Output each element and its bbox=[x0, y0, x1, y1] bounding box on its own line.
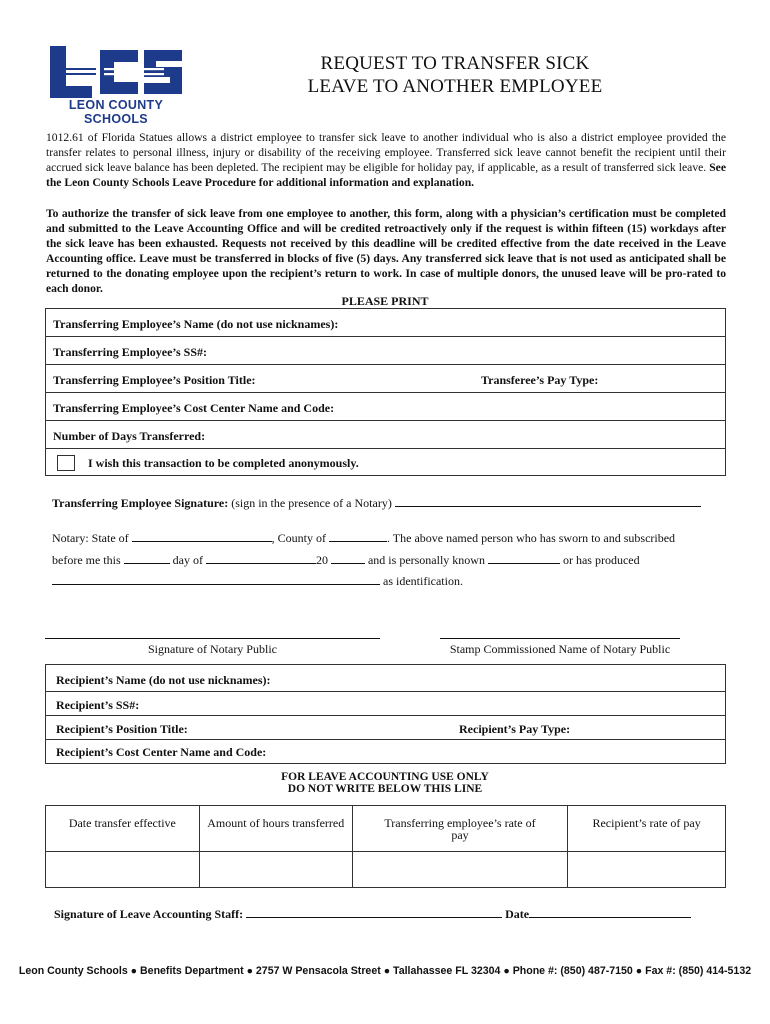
anonymous-label: I wish this transaction to be completed anonymously. bbox=[88, 456, 359, 470]
recipient-section bbox=[45, 664, 726, 764]
accounting-signature-line bbox=[54, 907, 691, 922]
notary-known-label: and is personally known bbox=[367, 553, 485, 567]
recipient-cost-center-field[interactable] bbox=[46, 740, 725, 763]
notary-before-label: before me this bbox=[52, 553, 121, 567]
transferring-employee-section bbox=[45, 308, 726, 476]
notary-year-label: 20 bbox=[315, 553, 328, 567]
transferee-pay-type-label: Transferee’s Pay Type: bbox=[481, 373, 599, 387]
accounting-signature-blank[interactable] bbox=[246, 907, 502, 918]
column-hours-transferred: Amount of hours transferred bbox=[199, 806, 352, 852]
recipient-position-row[interactable] bbox=[46, 716, 725, 740]
cell-transferring-rate[interactable] bbox=[352, 852, 567, 888]
accounting-signature-label: Signature of Leave Accounting Staff: bbox=[54, 907, 244, 921]
notary-produced-label: or has produced bbox=[562, 553, 640, 567]
notary-state-blank[interactable] bbox=[132, 531, 272, 542]
notary-line-2 bbox=[52, 553, 640, 568]
recipient-ss-field[interactable] bbox=[46, 692, 725, 716]
notary-signature-line[interactable] bbox=[45, 638, 380, 639]
intro-text: 1012.61 of Florida Statues allows a district employee to transfer sick leave to another individual who is also a district employee provided the transfer relates to personal illness, injury or disability of the receiving employee. Transferred sick leave cannot benefit the recipient until their accrued sick leave balance has been depleted. The recipient may be eligible for holiday pay, if applicable, as a result of transferred sick leave. bbox=[46, 131, 726, 174]
signature-label: Transferring Employee Signature: bbox=[52, 496, 229, 510]
accounting-heading-1: FOR LEAVE ACCOUNTING USE ONLY bbox=[281, 771, 489, 783]
notary-state-label: Notary: State of bbox=[52, 531, 129, 545]
logo-text: LEON COUNTY SCHOOLS bbox=[68, 98, 164, 126]
notary-year-blank[interactable] bbox=[331, 553, 365, 564]
recipient-position-label: Recipient’s Position Title: bbox=[56, 722, 188, 736]
anonymous-row bbox=[46, 449, 725, 475]
notary-county-label: , County of bbox=[271, 531, 326, 545]
form-title bbox=[270, 52, 640, 98]
intro-bold-text: See the Leon County Schools Leave Procedure for additional information and explanation. bbox=[46, 161, 726, 189]
title-line-1: REQUEST TO TRANSFER SICK bbox=[320, 53, 590, 74]
column-transferring-rate: Transferring employee’s rate of pay bbox=[352, 806, 567, 852]
notary-identification-blank[interactable] bbox=[52, 574, 380, 585]
accounting-table bbox=[45, 805, 726, 888]
notary-line-1 bbox=[52, 531, 675, 546]
notary-month-blank[interactable] bbox=[206, 553, 316, 564]
transferring-position-row[interactable] bbox=[46, 365, 725, 393]
cell-recipient-rate[interactable] bbox=[568, 852, 726, 888]
accounting-date-label: Date bbox=[505, 907, 530, 921]
recipient-cost-center-label: Recipient’s Cost Center Name and Code: bbox=[56, 745, 267, 759]
authorization-paragraph: To authorize the transfer of sick leave from one employee to another, this form, along with a physician’s certification must be completed and submitted to the Leave Accounting Office and will be credited retroactively only if the request is within fifteen (15) workdays after the sick leave has been exhausted. Requests not received by this deadline will be credited effective from the date received in the Leave Accounting office. Leave must be transferred in blocks of five (5) days. Any transferred sick leave that is not used as anticipated shall be returned to the donating employee upon the recipient’s return to work. In case of multiple donors, the unused leave will be pro-rated to each donor. bbox=[46, 207, 726, 295]
transferring-ss-label: Transferring Employee’s SS#: bbox=[53, 345, 207, 359]
title-line-2: LEAVE TO ANOTHER EMPLOYEE bbox=[307, 76, 603, 97]
accounting-heading bbox=[0, 771, 770, 795]
notary-stamp-line[interactable] bbox=[440, 638, 680, 639]
notary-county-blank[interactable] bbox=[329, 531, 387, 542]
notary-day-of-label: day of bbox=[172, 553, 203, 567]
recipient-pay-type-label: Recipient’s Pay Type: bbox=[459, 722, 571, 736]
notary-line-3 bbox=[52, 574, 463, 589]
transferring-position-label: Transferring Employee’s Position Title: bbox=[53, 373, 256, 387]
transferring-cost-center-field[interactable] bbox=[46, 393, 725, 421]
notary-day-blank[interactable] bbox=[124, 553, 170, 564]
accounting-heading-2: DO NOT WRITE BELOW THIS LINE bbox=[287, 783, 483, 795]
days-transferred-field[interactable] bbox=[46, 421, 725, 449]
notary-stamp-label: Stamp Commissioned Name of Notary Public bbox=[449, 642, 671, 656]
notary-sworn-text: . The above named person who has sworn to and subscribed bbox=[387, 531, 676, 545]
notary-identification-label: as identification. bbox=[383, 574, 463, 588]
cell-hours-transferred[interactable] bbox=[199, 852, 352, 888]
accounting-date-blank[interactable] bbox=[529, 907, 691, 918]
column-recipient-rate: Recipient’s rate of pay bbox=[568, 806, 726, 852]
transferring-cost-center-label: Transferring Employee’s Cost Center Name and Code: bbox=[53, 401, 335, 415]
transferring-signature-line[interactable] bbox=[52, 496, 701, 511]
transferring-name-label: Transferring Employee’s Name (do not use nicknames): bbox=[53, 317, 339, 331]
recipient-name-label: Recipient’s Name (do not use nicknames): bbox=[56, 673, 271, 687]
days-transferred-label: Number of Days Transferred: bbox=[53, 429, 206, 443]
please-print-heading: PLEASE PRINT bbox=[341, 294, 429, 308]
notary-signature-label: Signature of Notary Public bbox=[148, 642, 277, 656]
signature-blank[interactable] bbox=[395, 496, 701, 507]
intro-paragraph bbox=[46, 130, 726, 190]
cell-date-effective[interactable] bbox=[46, 852, 200, 888]
notary-known-blank[interactable] bbox=[488, 553, 560, 564]
footer-contact: Leon County Schools ● Benefits Department ● 2757 W Pensacola Street ● Tallahassee FL 32304 ● Phone #: (850) 487-7150 ● Fax #: (850) 414-5132 bbox=[18, 965, 752, 977]
transferring-name-field[interactable] bbox=[46, 309, 725, 337]
recipient-name-field[interactable] bbox=[46, 665, 725, 692]
column-date-effective: Date transfer effective bbox=[46, 806, 200, 852]
anonymous-checkbox[interactable] bbox=[57, 455, 75, 471]
signature-notary-note: (sign in the presence of a Notary) bbox=[231, 496, 392, 510]
recipient-ss-label: Recipient’s SS#: bbox=[56, 698, 140, 712]
transferring-ss-field[interactable] bbox=[46, 337, 725, 365]
